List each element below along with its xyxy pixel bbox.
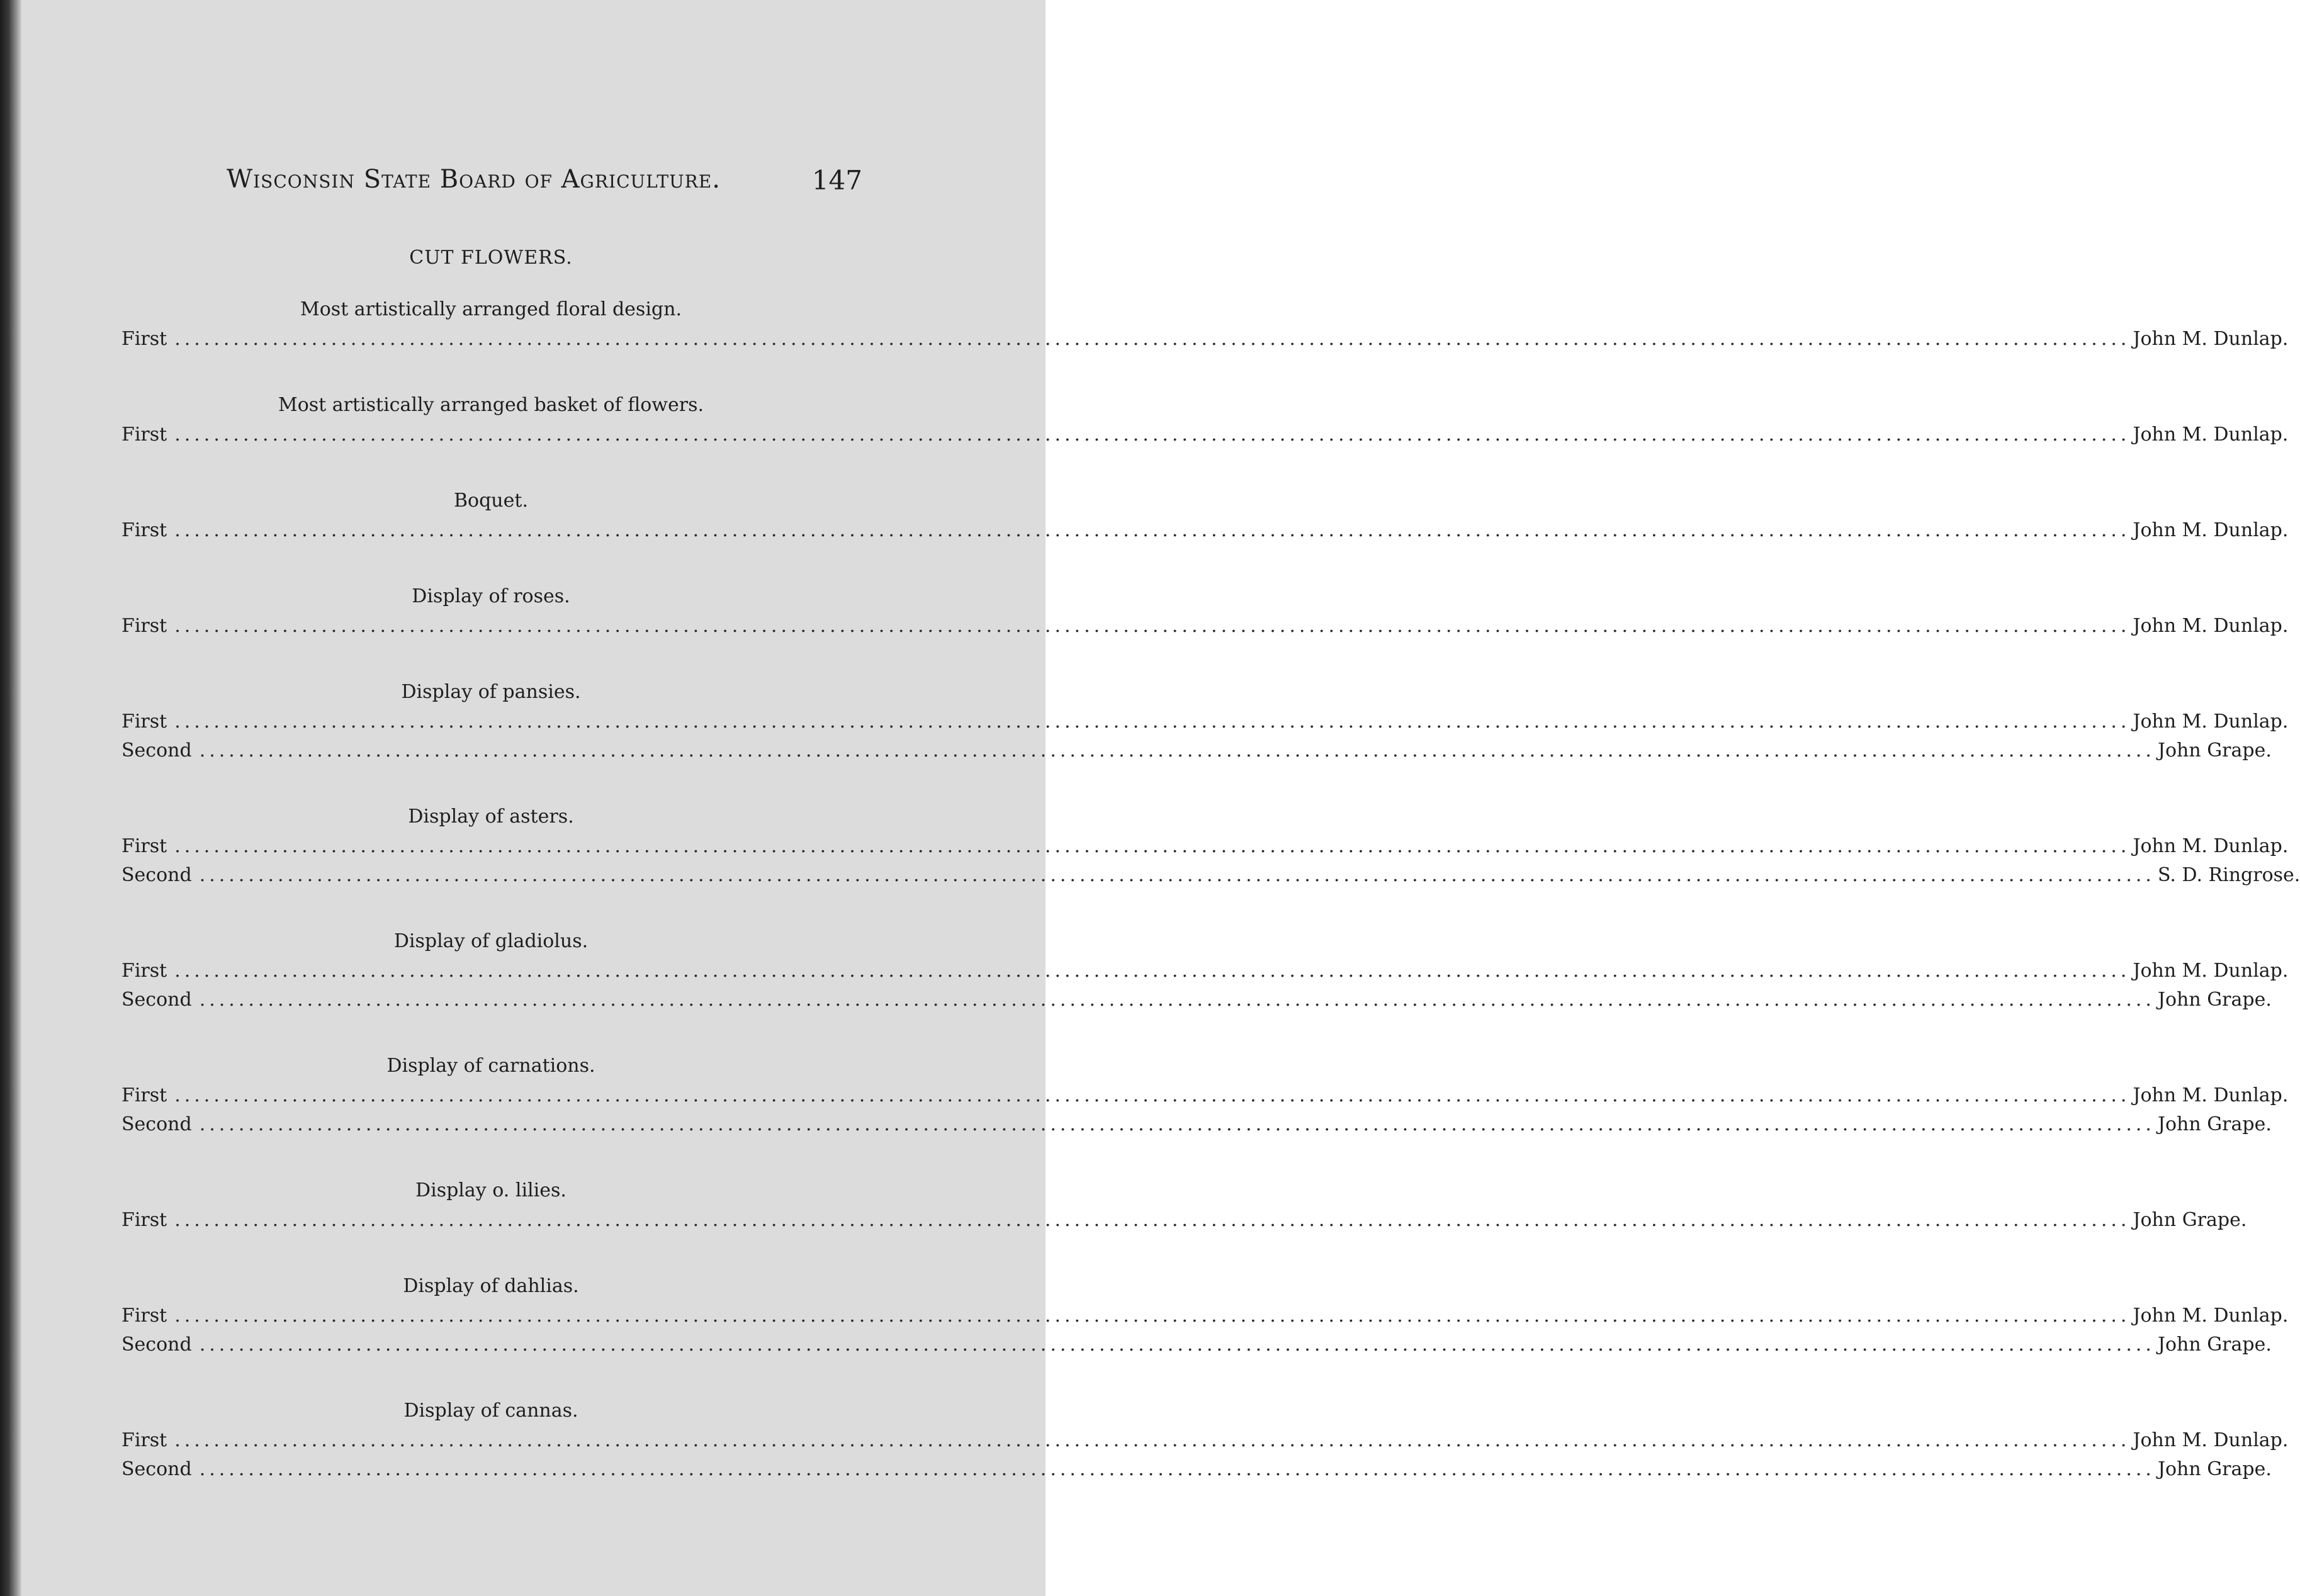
award-category — [121, 803, 2300, 890]
award-place: First — [121, 519, 167, 541]
category-title: Most artistically arranged basket of flowers. — [278, 394, 704, 416]
section-title: CUT FLOWERS. — [409, 247, 573, 269]
award-place: First — [121, 1084, 167, 1106]
category-title: Display of dahlias. — [403, 1275, 579, 1297]
award-category — [121, 1273, 2289, 1359]
category-title: Display o. lilies. — [415, 1179, 567, 1201]
award-category — [121, 1397, 2289, 1484]
winner-name: John M. Dunlap. — [2133, 519, 2289, 541]
award-place: Second — [121, 1334, 192, 1356]
category-title: Display of pansies. — [401, 681, 581, 703]
winner-name: John Grape. — [2157, 1334, 2272, 1356]
dot-leader: ........................................................................................................................................................................................................ — [199, 864, 2155, 886]
running-header — [227, 165, 862, 196]
award-category — [121, 678, 2289, 765]
running-header-title: Wisconsin State Board of Agriculture. — [227, 165, 721, 194]
award-place: First — [121, 424, 167, 446]
category-title: Display of cannas. — [403, 1400, 578, 1422]
book-binding-edge — [0, 0, 21, 1596]
dot-leader: ........................................................................................................................................................................................................ — [199, 989, 2155, 1011]
award-place: First — [121, 835, 167, 857]
award-place: First — [121, 328, 167, 350]
award-place: First — [121, 1305, 167, 1327]
award-entry — [121, 957, 2289, 986]
winner-name: John Grape. — [2157, 739, 2272, 761]
award-entry — [121, 861, 2300, 890]
award-entry — [121, 986, 2272, 1014]
dot-leader: ........................................................................................................................................................................................................ — [199, 1458, 2155, 1480]
award-entry — [121, 1206, 2247, 1235]
winner-name: John Grape. — [2133, 1209, 2247, 1231]
award-entry — [121, 736, 2272, 765]
category-title: Display of asters. — [408, 806, 574, 828]
award-place: Second — [121, 989, 192, 1011]
award-entry — [121, 1455, 2272, 1484]
winner-name: S. D. Ringrose. — [2157, 864, 2300, 886]
award-entry — [121, 1330, 2272, 1359]
award-entry — [121, 516, 2289, 545]
winner-name: John M. Dunlap. — [2133, 424, 2289, 446]
category-title: Most artistically arranged floral design. — [300, 298, 682, 320]
award-entry — [121, 612, 2289, 641]
award-entry — [121, 1301, 2289, 1330]
winner-name: John Grape. — [2157, 1113, 2272, 1135]
dot-leader: ........................................................................................................................................................................................................ — [174, 1429, 2131, 1451]
award-entry — [121, 1426, 2289, 1455]
winner-name: John M. Dunlap. — [2133, 1084, 2289, 1106]
award-place: Second — [121, 1458, 192, 1480]
dot-leader: ........................................................................................................................................................................................................ — [174, 615, 2131, 637]
winner-name: John M. Dunlap. — [2133, 1429, 2289, 1451]
award-entry — [121, 1110, 2272, 1139]
award-category — [121, 583, 2289, 641]
award-entry — [121, 1081, 2289, 1110]
page-number: 147 — [811, 165, 862, 196]
award-place: First — [121, 1429, 167, 1451]
award-entry — [121, 325, 2289, 354]
dot-leader: ........................................................................................................................................................................................................ — [174, 519, 2131, 541]
dot-leader: ........................................................................................................................................................................................................ — [199, 1334, 2155, 1356]
winner-name: John Grape. — [2157, 989, 2272, 1011]
dot-leader: ........................................................................................................................................................................................................ — [199, 1113, 2155, 1135]
category-title: Boquet. — [454, 490, 528, 512]
award-entry — [121, 832, 2289, 861]
award-place: First — [121, 1209, 167, 1231]
dot-leader: ........................................................................................................................................................................................................ — [174, 328, 2131, 350]
dot-leader: ........................................................................................................................................................................................................ — [174, 711, 2131, 733]
award-category — [121, 1177, 2247, 1235]
winner-name: John M. Dunlap. — [2133, 835, 2289, 857]
winner-name: John M. Dunlap. — [2133, 1305, 2289, 1327]
dot-leader: ........................................................................................................................................................................................................ — [174, 1084, 2131, 1106]
winner-name: John M. Dunlap. — [2133, 615, 2289, 637]
winner-name: John M. Dunlap. — [2133, 960, 2289, 982]
winner-name: John M. Dunlap. — [2133, 328, 2289, 350]
awards-list — [121, 296, 2300, 1522]
award-category — [121, 928, 2289, 1014]
winner-name: John Grape. — [2157, 1458, 2272, 1480]
dot-leader: ........................................................................................................................................................................................................ — [199, 739, 2155, 761]
dot-leader: ........................................................................................................................................................................................................ — [174, 960, 2131, 982]
award-place: Second — [121, 1113, 192, 1135]
award-category — [121, 1052, 2289, 1139]
category-title: Display of roses. — [412, 585, 570, 607]
award-place: First — [121, 615, 167, 637]
award-category — [121, 296, 2289, 354]
award-category — [121, 391, 2289, 449]
dot-leader: ........................................................................................................................................................................................................ — [174, 835, 2131, 857]
award-category — [121, 487, 2289, 545]
category-title: Display of gladiolus. — [393, 930, 589, 952]
dot-leader: ........................................................................................................................................................................................................ — [174, 1209, 2131, 1231]
dot-leader: ........................................................................................................................................................................................................ — [174, 1305, 2131, 1327]
award-entry — [121, 707, 2289, 736]
award-place: Second — [121, 739, 192, 761]
category-title: Display of carnations. — [386, 1055, 595, 1077]
winner-name: John M. Dunlap. — [2133, 711, 2289, 733]
award-place: Second — [121, 864, 192, 886]
award-place: First — [121, 960, 167, 982]
dot-leader: ........................................................................................................................................................................................................ — [174, 424, 2131, 446]
award-entry — [121, 420, 2289, 449]
award-place: First — [121, 711, 167, 733]
